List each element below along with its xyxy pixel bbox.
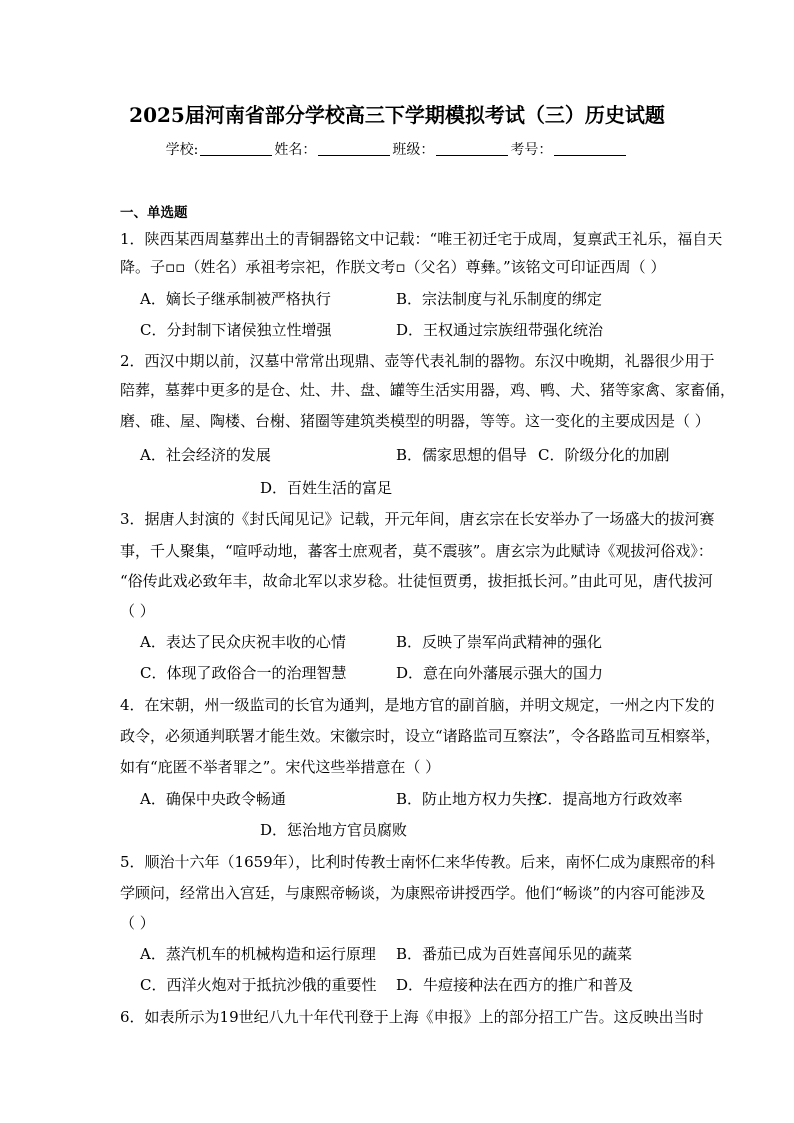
class-blank[interactable] <box>436 141 508 156</box>
q4-option-a[interactable]: A．确保中央政令畅通 <box>140 790 286 808</box>
q5-option-a[interactable]: A．蒸汽机车的机械构造和运行原理 <box>140 945 376 963</box>
q2-option-b[interactable]: B．儒家思想的倡导 <box>396 446 528 464</box>
q3-option-c[interactable]: C．体现了政俗合一的治理智慧 <box>140 664 347 682</box>
q3-line-3: “俗传此戏必致年丰，故命北军以求岁稔。壮徒恒贾勇，拔拒抵长河。”由此可见，唐代拔河 <box>120 572 713 590</box>
q4-line-1: 4．在宋朝，州一级监司的长官为通判，是地方官的副首脑，并明文规定，一州之内下发的 <box>120 696 715 714</box>
q2-option-c[interactable]: C．阶级分化的加剧 <box>538 446 670 464</box>
q5-option-c[interactable]: C．西洋火炮对于抵抗沙俄的重要性 <box>140 976 377 994</box>
q4-line-2: 政令，必须通判联署才能生效。宋徽宗时，设立“诸路监司互察法”，令各路监司互相察举， <box>120 727 721 745</box>
q1-line-1: 1．陕西某西周墓葬出土的青铜器铭文中记载：“唯王初迁宅于成周，复禀武王礼乐，福自天 <box>120 230 723 248</box>
q4-option-d[interactable]: D．惩治地方官员腐败 <box>260 821 408 839</box>
q1-line-2: 降。子▫▫（姓名）承祖考宗祀，作朕文考▫（父名）尊彝。”该铭文可印证西周（ ） <box>120 258 666 276</box>
q3-option-b[interactable]: B．反映了崇军尚武精神的强化 <box>396 633 603 651</box>
q3-option-d[interactable]: D．意在向外藩展示强大的国力 <box>396 664 604 682</box>
name-label: 姓名： <box>274 142 317 158</box>
q2-option-d[interactable]: D．百姓生活的富足 <box>260 479 393 497</box>
q5-line-1: 5．顺治十六年（1659年），比利时传教士南怀仁来华传教。后来，南怀仁成为康熙帝的科 <box>120 853 716 871</box>
name-blank[interactable] <box>318 141 390 156</box>
class-label: 班级： <box>392 142 435 158</box>
q5-option-b[interactable]: B．番茄已成为百姓喜闻乐见的蔬菜 <box>396 945 633 963</box>
exam-no-blank[interactable] <box>554 141 626 156</box>
section-title: 一、单选题 <box>120 205 188 221</box>
q2-line-1: 2．西汉中期以前，汉墓中常常出现鼎、壶等代表礼制的器物。东汉中晚期，礼器很少用于 <box>120 352 715 370</box>
q2-option-a[interactable]: A．社会经济的发展 <box>140 446 271 464</box>
q5-line-2: 学顾问，经常出入宫廷，与康熙帝畅谈，为康熙帝讲授西学。他们“畅谈”的内容可能涉及 <box>120 884 706 902</box>
q4-line-3: 如有“庇匿不举者罪之”。宋代这些举措意在（ ） <box>120 758 441 776</box>
q5-line-3: （ ） <box>120 914 155 932</box>
q5-option-d[interactable]: D．牛痘接种法在西方的推广和普及 <box>396 976 634 994</box>
exam-title: 2025届河南省部分学校高三下学期模拟考试（三）历史试题 <box>129 103 665 127</box>
q4-option-b[interactable]: B．防止地方权力失控 <box>396 790 543 808</box>
q1-option-c[interactable]: C．分封制下诸侯独立性增强 <box>140 321 332 339</box>
exam-no-label: 考号： <box>510 142 553 158</box>
q1-option-d[interactable]: D．王权通过宗族纽带强化统治 <box>396 321 604 339</box>
q3-line-1: 3．据唐人封演的《封氏闻见记》记载，开元年间，唐玄宗在长安举办了一场盛大的拔河赛 <box>120 510 715 528</box>
q2-line-2: 陪葬，墓葬中更多的是仓、灶、井、盘、罐等生活实用器，鸡、鸭、犬、猪等家禽、家畜俑， <box>120 381 736 399</box>
q6-line-1: 6．如表所示为19世纪八九十年代刊登于上海《申报》上的部分招工广告。这反映出当时 <box>120 1008 704 1026</box>
q3-line-2: 事，千人聚集，“喧呼动地，蕃客士庶观者，莫不震骇”。唐玄宗为此赋诗《观拔河俗戏》： <box>120 542 713 560</box>
school-label: 学校: <box>165 142 199 158</box>
q1-option-b[interactable]: B．宗法制度与礼乐制度的绑定 <box>396 290 603 308</box>
school-blank[interactable] <box>200 141 272 156</box>
q2-line-3: 磨、碓、屋、陶楼、台榭、猪圈等建筑类模型的明器，等等。这一变化的主要成因是（ ） <box>120 412 710 430</box>
q4-option-c[interactable]: C．提高地方行政效率 <box>536 790 683 808</box>
student-info-row <box>0 139 794 161</box>
q3-line-4: （ ） <box>120 602 155 620</box>
q1-option-a[interactable]: A．嫡长子继承制被严格执行 <box>140 290 331 308</box>
q3-option-a[interactable]: A．表达了民众庆祝丰收的心情 <box>140 633 346 651</box>
